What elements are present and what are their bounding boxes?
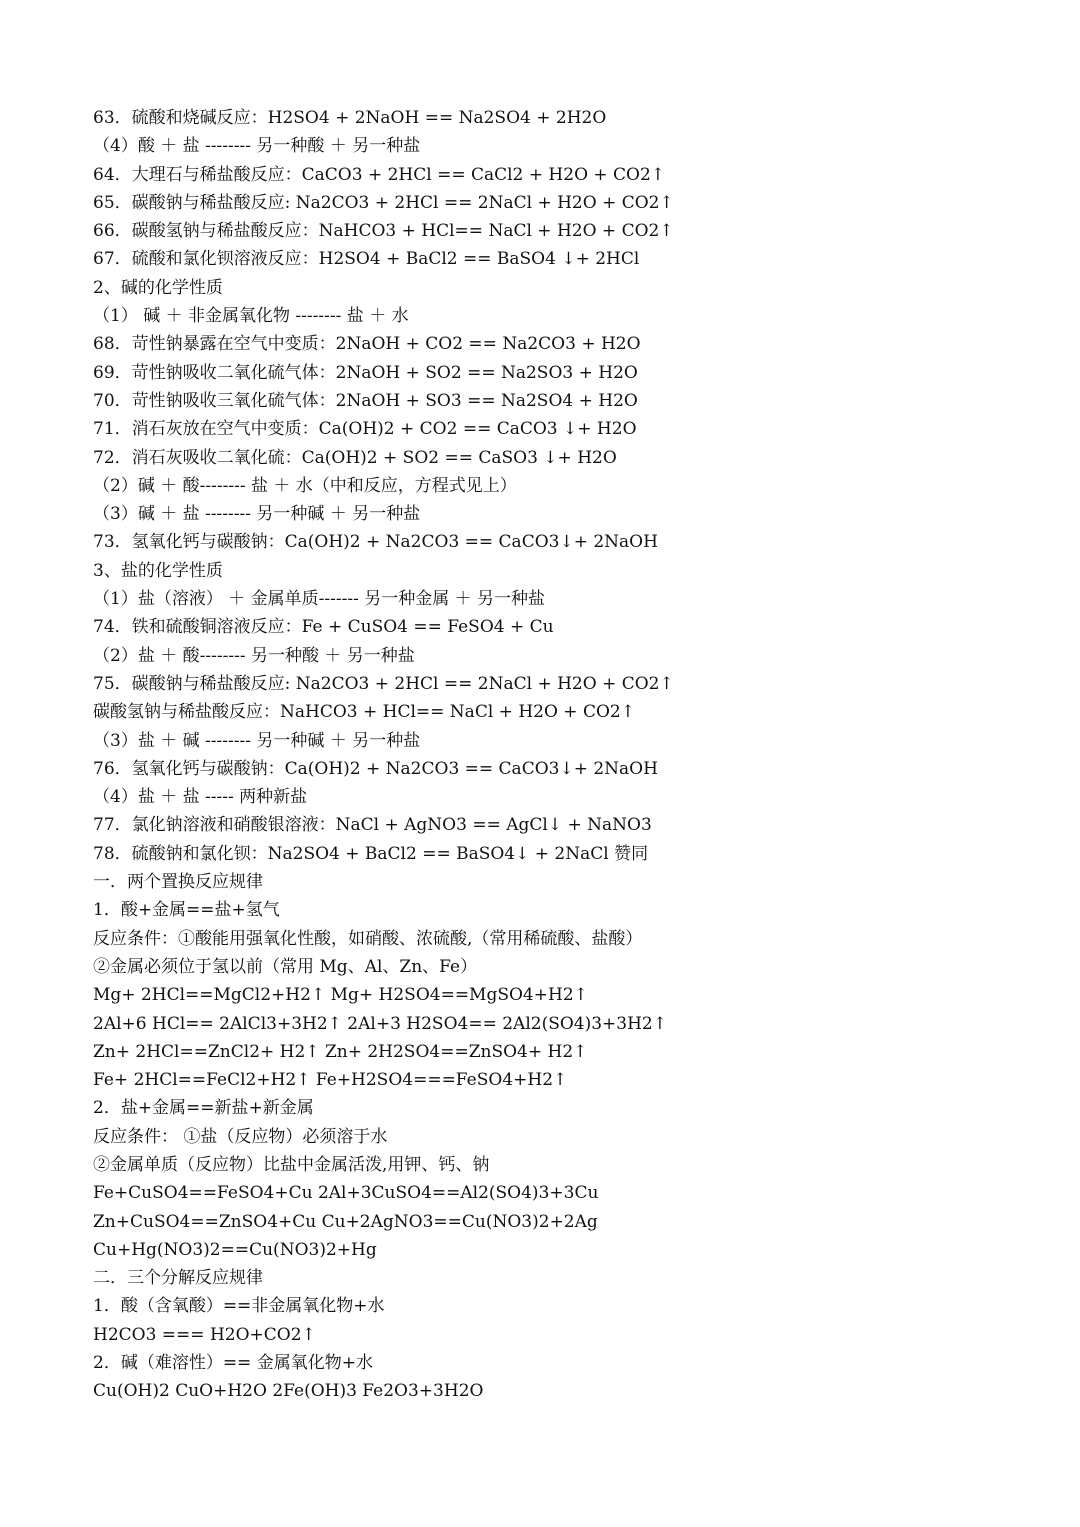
- text-line: 76．氢氧化钙与碳酸钠：Ca(OH)2 + Na2CO3 == CaCO3↓+ 2NaOH: [93, 758, 658, 779]
- text-line: 67．硫酸和氯化钡溶液反应：H2SO4 + BaCl2 == BaSO4 ↓+ 2HCl: [93, 249, 640, 270]
- text-line: Cu+Hg(NO3)2==Cu(NO3)2+Hg: [93, 1239, 377, 1260]
- text-line: H2CO3 === H2O+CO2↑: [93, 1324, 316, 1345]
- text-line: （3）盐 ＋ 碱 -------- 另一种碱 ＋ 另一种盐: [93, 730, 421, 751]
- text-line: （4）酸 ＋ 盐 -------- 另一种酸 ＋ 另一种盐: [93, 136, 421, 157]
- text-line: 二．三个分解反应规律: [93, 1268, 263, 1289]
- text-line: （1）盐（溶液） ＋ 金属单质------- 另一种金属 ＋ 另一种盐: [93, 589, 546, 610]
- text-line: 3、盐的化学性质: [93, 560, 223, 581]
- text-line: ②金属必须位于氢以前（常用 Mg、Al、Zn、Fe）: [93, 956, 478, 977]
- text-line: 碳酸氢钠与稀盐酸反应：NaHCO3 + HCl== NaCl + H2O + CO2↑: [93, 702, 635, 723]
- text-line: 69．苛性钠吸收二氧化硫气体：2NaOH + SO2 == Na2SO3 + H2O: [93, 362, 638, 383]
- text-line: 反应条件： ①盐（反应物）必须溶于水: [93, 1126, 388, 1147]
- text-line: （2）盐 ＋ 酸-------- 另一种酸 ＋ 另一种盐: [93, 645, 415, 666]
- text-line: 2．盐+金属==新盐+新金属: [93, 1098, 314, 1119]
- text-line: 2、碱的化学性质: [93, 277, 223, 298]
- text-line: 64．大理石与稀盐酸反应：CaCO3 + 2HCl == CaCl2 + H2O + CO2↑: [93, 164, 666, 185]
- text-line: 65．碳酸钠与稀盐酸反应: Na2CO3 + 2HCl == 2NaCl + H2O + CO2↑: [93, 192, 674, 213]
- text-line: Fe+ 2HCl==FeCl2+H2↑ Fe+H2SO4===FeSO4+H2↑: [93, 1070, 568, 1091]
- text-line: Fe+CuSO4==FeSO4+Cu 2Al+3CuSO4==Al2(SO4)3+3Cu: [93, 1183, 599, 1204]
- text-line: Zn+ 2HCl==ZnCl2+ H2↑ Zn+ 2H2SO4==ZnSO4+ H2↑: [93, 1041, 588, 1062]
- text-line: 78．硫酸钠和氯化钡：Na2SO4 + BaCl2 == BaSO4↓ + 2NaCl 赞同: [93, 843, 649, 864]
- text-line: 2Al+6 HCl== 2AlCl3+3H2↑ 2Al+3 H2SO4== 2Al2(SO4)3+3H2↑: [93, 1013, 667, 1034]
- text-line: （1） 碱 ＋ 非金属氧化物 -------- 盐 ＋ 水: [93, 306, 409, 327]
- text-line: （4）盐 ＋ 盐 ----- 两种新盐: [93, 787, 308, 808]
- text-line: （2）碱 ＋ 酸-------- 盐 ＋ 水（中和反应，方程式见上）: [93, 475, 517, 496]
- text-line: Zn+CuSO4==ZnSO4+Cu Cu+2AgNO3==Cu(NO3)2+2Ag: [93, 1211, 598, 1232]
- text-line: 2．碱（难溶性）== 金属氧化物+水: [93, 1353, 373, 1374]
- text-line: 72．消石灰吸收二氧化硫：Ca(OH)2 + SO2 == CaSO3 ↓+ H2O: [93, 447, 617, 468]
- text-line: 63．硫酸和烧碱反应：H2SO4 + 2NaOH == Na2SO4 + 2H2O: [93, 108, 607, 128]
- text-line: （3）碱 ＋ 盐 -------- 另一种碱 ＋ 另一种盐: [93, 504, 421, 525]
- text-line: 73．氢氧化钙与碳酸钠：Ca(OH)2 + Na2CO3 == CaCO3↓+ 2NaOH: [93, 532, 658, 553]
- text-line: ②金属单质（反应物）比盐中金属活泼,用钾、钙、钠: [93, 1154, 490, 1175]
- text-line: 68．苛性钠暴露在空气中变质：2NaOH + CO2 == Na2CO3 + H2O: [93, 334, 641, 355]
- text-line: 70．苛性钠吸收三氧化硫气体：2NaOH + SO3 == Na2SO4 + H2O: [93, 390, 638, 411]
- text-line: 77．氯化钠溶液和硝酸银溶液：NaCl + AgNO3 == AgCl↓ + NaNO3: [93, 815, 652, 836]
- text-line: 1．酸（含氧酸）==非金属氧化物+水: [93, 1296, 385, 1317]
- text-line: 反应条件：①酸能用强氧化性酸，如硝酸、浓硫酸,（常用稀硫酸、盐酸）: [93, 928, 643, 949]
- text-line: 66．碳酸氢钠与稀盐酸反应：NaHCO3 + HCl== NaCl + H2O + CO2↑: [93, 221, 674, 242]
- text-line: 71．消石灰放在空气中变质：Ca(OH)2 + CO2 == CaCO3 ↓+ H2O: [93, 419, 637, 440]
- text-line: 一．两个置换反应规律: [93, 872, 263, 893]
- text-line: Cu(OH)2 CuO+H2O 2Fe(OH)3 Fe2O3+3H2O: [93, 1381, 484, 1402]
- document-text: [93, 104, 1053, 1406]
- text-line: 1．酸+金属==盐+氢气: [93, 900, 280, 921]
- text-line: 74．铁和硫酸铜溶液反应：Fe + CuSO4 == FeSO4 + Cu: [93, 617, 554, 638]
- text-line: Mg+ 2HCl==MgCl2+H2↑ Mg+ H2SO4==MgSO4+H2↑: [93, 985, 588, 1006]
- text-line: 75．碳酸钠与稀盐酸反应: Na2CO3 + 2HCl == 2NaCl + H2O + CO2↑: [93, 673, 674, 694]
